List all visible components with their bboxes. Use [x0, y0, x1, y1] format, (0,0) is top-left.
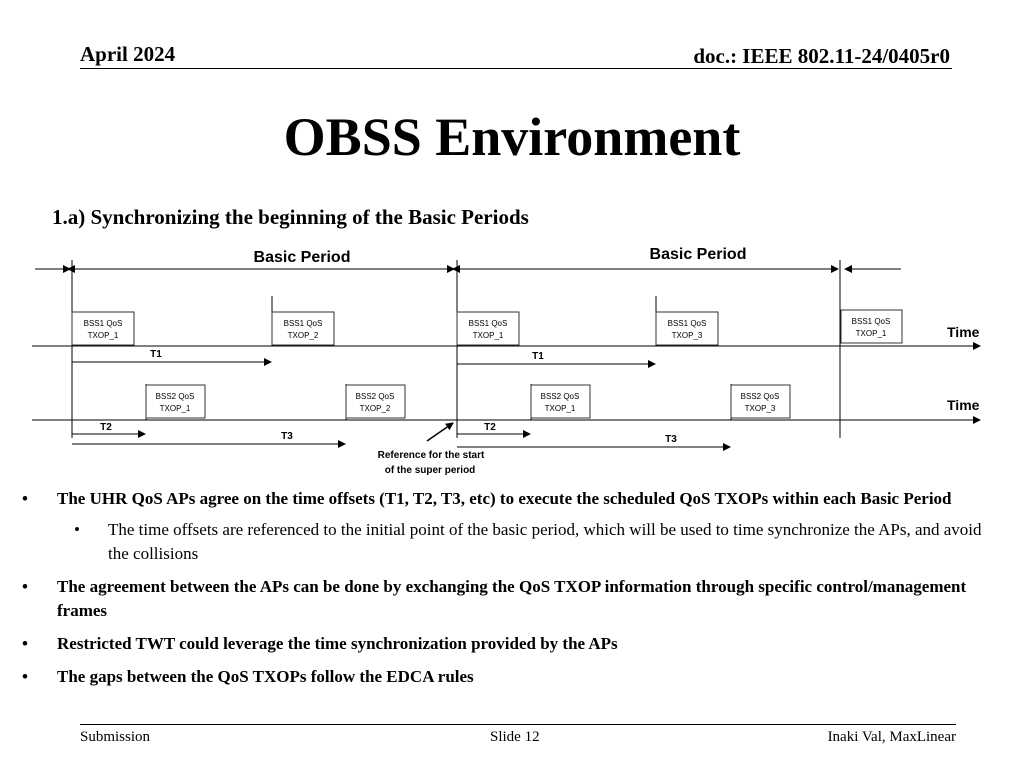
- reference-note-line2: of the super period: [384, 465, 476, 476]
- bss1-txop-box: [841, 310, 902, 343]
- t3-label-1: T3: [281, 431, 293, 442]
- bss1-box-label: BSS1 QoS: [83, 319, 123, 328]
- bss1-box-sublabel: TXOP_1: [855, 329, 887, 338]
- bss2-box-sublabel: TXOP_1: [544, 404, 576, 413]
- bss1-box-label: BSS1 QoS: [283, 319, 323, 328]
- bullet-dot: •: [74, 520, 80, 539]
- bullet-dot: •: [22, 634, 28, 653]
- bss2-box-sublabel: TXOP_2: [359, 404, 391, 413]
- bss1-txop-box: [457, 312, 519, 345]
- slide-subtitle: 1.a) Synchronizing the beginning of the Basic Periods: [52, 205, 529, 229]
- bss1-box-sublabel: TXOP_3: [671, 331, 703, 340]
- bullet-item: [22, 487, 992, 511]
- slide-title: OBSS Environment: [283, 107, 741, 167]
- bss2-txop-box: [531, 385, 590, 418]
- bullet-list: [22, 487, 992, 698]
- bss2-txop-box: [146, 385, 205, 418]
- bss1-txop-box: [272, 312, 334, 345]
- bss2-box-label: BSS2 QoS: [155, 392, 195, 401]
- bullet-text: The gaps between the QoS TXOPs follow the EDCA rules: [57, 667, 474, 686]
- sub-bullet-item: [22, 518, 992, 566]
- basic-period-label-2: Basic Period: [649, 246, 747, 263]
- bss1-box-label: BSS1 QoS: [667, 319, 707, 328]
- footer-rule: [80, 724, 956, 725]
- t1-label-2: T1: [532, 351, 544, 362]
- bss1-txop-box: [72, 312, 134, 345]
- bss2-box-label: BSS2 QoS: [540, 392, 580, 401]
- bss2-txop-box: [346, 385, 405, 418]
- t3-label-2: T3: [665, 434, 677, 445]
- footer-author: Inaki Val, MaxLinear: [827, 729, 956, 745]
- timing-diagram: [0, 236, 1024, 481]
- t1-label-1: T1: [150, 349, 162, 360]
- bullet-text: The time offsets are referenced to the initial point of the basic period, which will be used to time synchronize the APs, and avoid the collisions: [108, 520, 982, 563]
- bss2-box-label: BSS2 QoS: [740, 392, 780, 401]
- bullet-text: Restricted TWT could leverage the time synchronization provided by the APs: [57, 634, 618, 653]
- footer-slide-number: Slide 12: [490, 729, 540, 745]
- bss2-time-label: Time: [947, 397, 980, 413]
- header-doc-id: doc.: IEEE 802.11-24/0405r0: [693, 44, 950, 68]
- header-date: April 2024: [80, 42, 176, 66]
- bullet-text: The UHR QoS APs agree on the time offsets (T1, T2, T3, etc) to execute the scheduled QoS TXOPs within each Basic Period: [57, 489, 952, 508]
- footer-submission: Submission: [80, 729, 151, 745]
- bss1-box-label: BSS1 QoS: [468, 319, 508, 328]
- bss1-box-sublabel: TXOP_2: [287, 331, 319, 340]
- reference-pointer-arrow: [427, 423, 453, 441]
- bss2-txop-box: [731, 385, 790, 418]
- bss2-box-sublabel: TXOP_1: [159, 404, 191, 413]
- bss1-box-label: BSS1 QoS: [851, 317, 891, 326]
- bss2-box-label: BSS2 QoS: [355, 392, 395, 401]
- bullet-item: [22, 665, 992, 689]
- bullet-item: [22, 575, 992, 623]
- bullet-item: [22, 632, 992, 656]
- basic-period-label-1: Basic Period: [253, 249, 351, 266]
- t2-label-2: T2: [484, 422, 496, 433]
- bss1-box-sublabel: TXOP_1: [87, 331, 119, 340]
- bullet-dot: •: [22, 667, 28, 686]
- reference-note-line1: Reference for the start: [377, 450, 485, 461]
- bss1-txop-box: [656, 312, 718, 345]
- bullet-dot: •: [22, 489, 28, 508]
- bullet-text: The agreement between the APs can be done by exchanging the QoS TXOP information through specific control/management frames: [57, 577, 967, 620]
- bullet-dot: •: [22, 577, 28, 596]
- t2-label-1: T2: [100, 422, 112, 433]
- bss1-time-label: Time: [947, 324, 980, 340]
- bss1-box-sublabel: TXOP_1: [472, 331, 504, 340]
- header-rule: [80, 68, 952, 69]
- bss2-box-sublabel: TXOP_3: [744, 404, 776, 413]
